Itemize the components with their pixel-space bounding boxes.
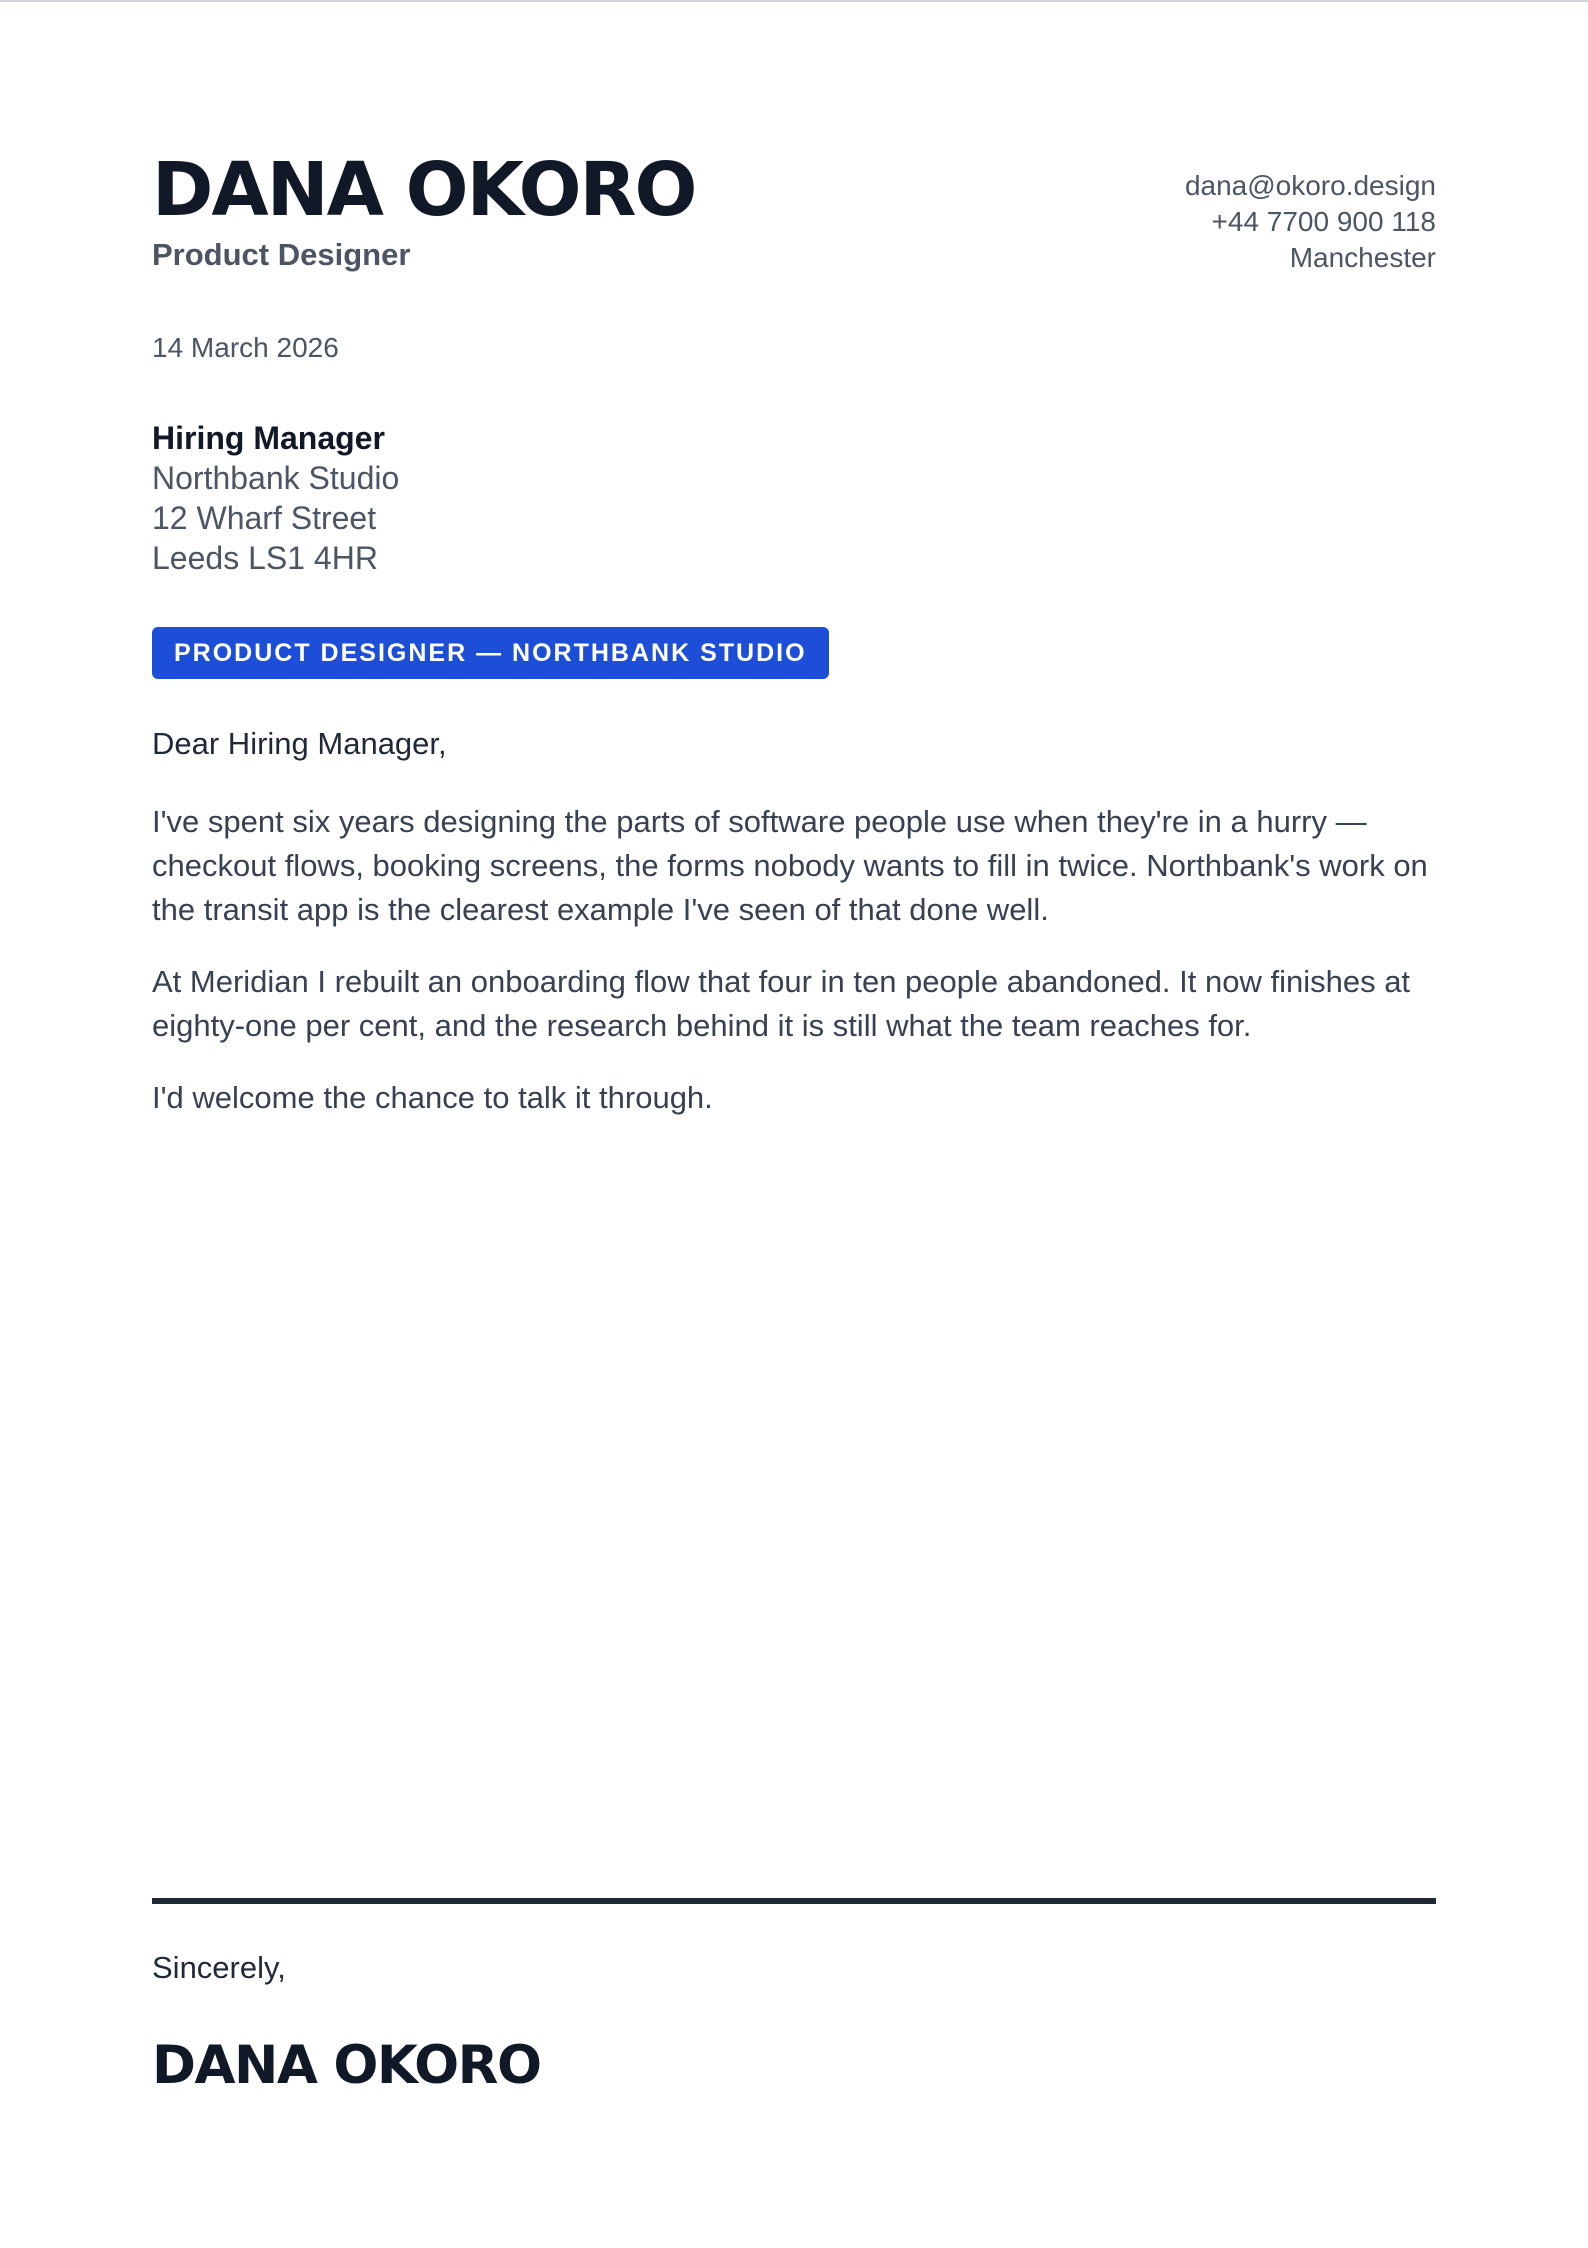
letter-body [152,800,1436,1148]
contact-block [1185,168,1436,276]
recipient-company: Northbank Studio [152,460,400,496]
signature-name: DANA OKORO [152,2035,541,2096]
sender-name: DANA OKORO [152,147,696,233]
subject-badge: PRODUCT DESIGNER — NORTHBANK STUDIO [152,627,829,679]
recipient-name: Hiring Manager [152,420,385,456]
recipient-block [152,418,399,578]
salutation: Dear Hiring Manager, [152,726,447,761]
signature-divider [152,1898,1436,1904]
body-paragraph: At Meridian I rebuilt an onboarding flow that four in ten people abandoned. It now finishes at eighty-one per cent, and the research behind it is still what the team reaches for. [152,964,1411,1043]
contact-phone[interactable]: +44 7700 900 118 [1211,206,1436,237]
contact-email[interactable]: dana@okoro.design [1184,170,1436,201]
contact-location: Manchester [1289,242,1436,273]
cover-letter-page [152,0,1436,2248]
sender-role: Product Designer [152,237,411,272]
body-paragraph: I've spent six years designing the parts of software people use when they're in a hurry — checkout flows, booking screens, the forms nobody wants to fill in twice. Northbank's work on the transit app is the clearest example I've seen of that done well. [152,804,1428,927]
recipient-city: Leeds LS1 4HR [152,540,378,576]
body-paragraph: I'd welcome the chance to talk it through. [152,1080,713,1115]
recipient-street: 12 Wharf Street [152,500,377,536]
letter-date: 14 March 2026 [152,332,339,363]
closing: Sincerely, [152,1950,286,1985]
letter-header [152,148,1436,288]
